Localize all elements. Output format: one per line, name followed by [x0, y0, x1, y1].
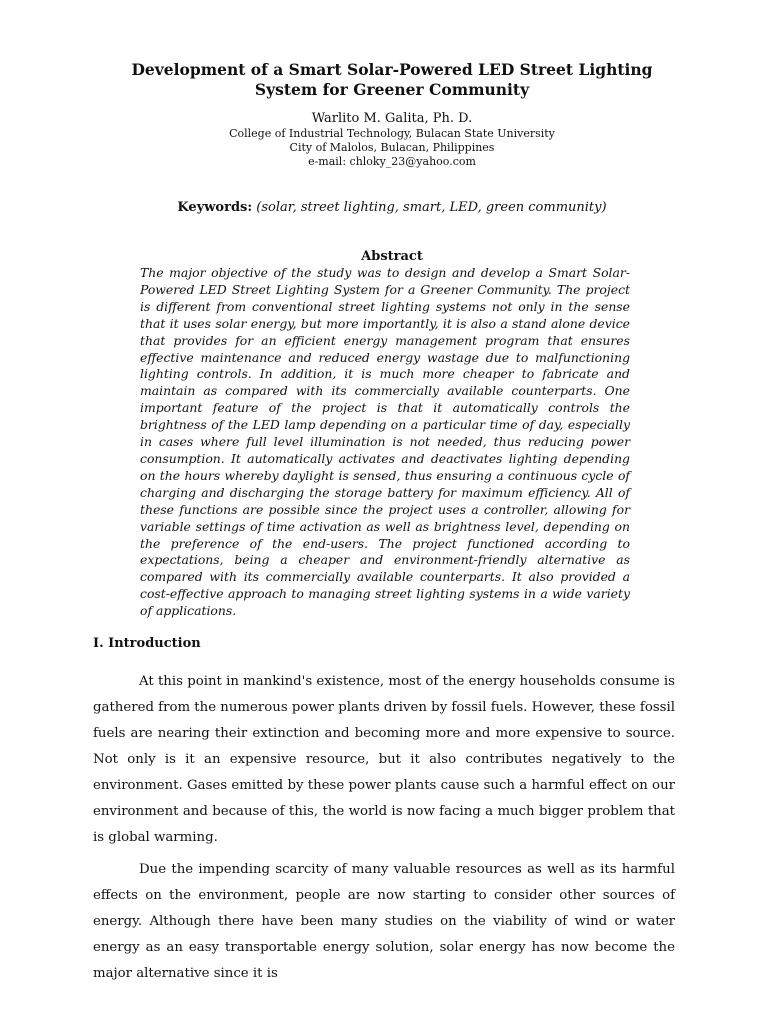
introduction-body: [93, 669, 675, 993]
paper-title: [90, 60, 694, 100]
title-line-1: Development of a Smart Solar-Powered LED Street Lighting: [131, 60, 653, 79]
intro-paragraph-2: Due the impending scarcity of many valuable resources as well as its harmful effects on the environment, people are now starting to consider other sources of energy. Although there have been many studies on the viability of wind or water energy as an easy transportable energy solution, solar energy has now become the major alternative since it is: [93, 862, 675, 981]
keywords-label: Keywords:: [177, 200, 253, 215]
affiliation-city: City of Malolos, Bulacan, Philippines: [289, 141, 495, 154]
keywords-text: (solar, street lighting, smart, LED, green community): [252, 200, 607, 215]
title-line-2: System for Greener Community: [254, 80, 530, 99]
abstract-heading: Abstract: [361, 249, 423, 264]
author-email: e-mail: chloky_23@yahoo.com: [308, 155, 476, 168]
author-name: Warlito M. Galita, Ph. D.: [311, 111, 473, 126]
abstract-body: The major objective of the study was to design and develop a Smart Solar-Powered LED Street Lighting System for a Greener Community. The project is different from conventional street lighting systems not only in the sense that it uses solar energy, but more importantly, it is also a stand alone device that provides for an efficient energy management program that ensures effective maintenance and reduced energy wastage due to malfunctioning lighting controls. In addition, it is much more cheaper to fabricate and maintain as compared with its commercially available counterparts. One important feature of the project is that it automatically controls the brightness of the LED lamp depending on a particular time of day, especially in cases where full level illumination is not needed, thus reducing power consumption. It automatically activates and deactivates lighting depending on the hours whereby daylight is sensed, thus ensuring a continuous cycle of charging and discharging the storage battery for maximum efficiency. All of these functions are possible since the project uses a controller, allowing for variable settings of time activation as well as brightness level, depending on the preference of the end-users. The project functioned according to expectations, being a cheaper and environment-friendly alternative as compared with its commercially available counterparts. It also provided a cost-effective approach to managing street lighting systems in a wide variety of applications.: [140, 265, 630, 619]
author-block: [140, 110, 644, 169]
intro-paragraph-1: At this point in mankind's existence, most of the energy households consume is gathered from the numerous power plants driven by fossil fuels. However, these fossil fuels are nearing their extinction and becoming more and more expensive to source. Not only is it an expensive resource, but it also contributes negatively to the environment. Gases emitted by these power plants cause such a harmful effect on our environment and because of this, the world is now facing a much bigger problem that is global warming.: [93, 674, 675, 845]
section-heading-introduction: I. Introduction: [93, 636, 201, 651]
affiliation-college: College of Industrial Technology, Bulacan State University: [229, 127, 555, 140]
keywords-line: [100, 199, 684, 216]
